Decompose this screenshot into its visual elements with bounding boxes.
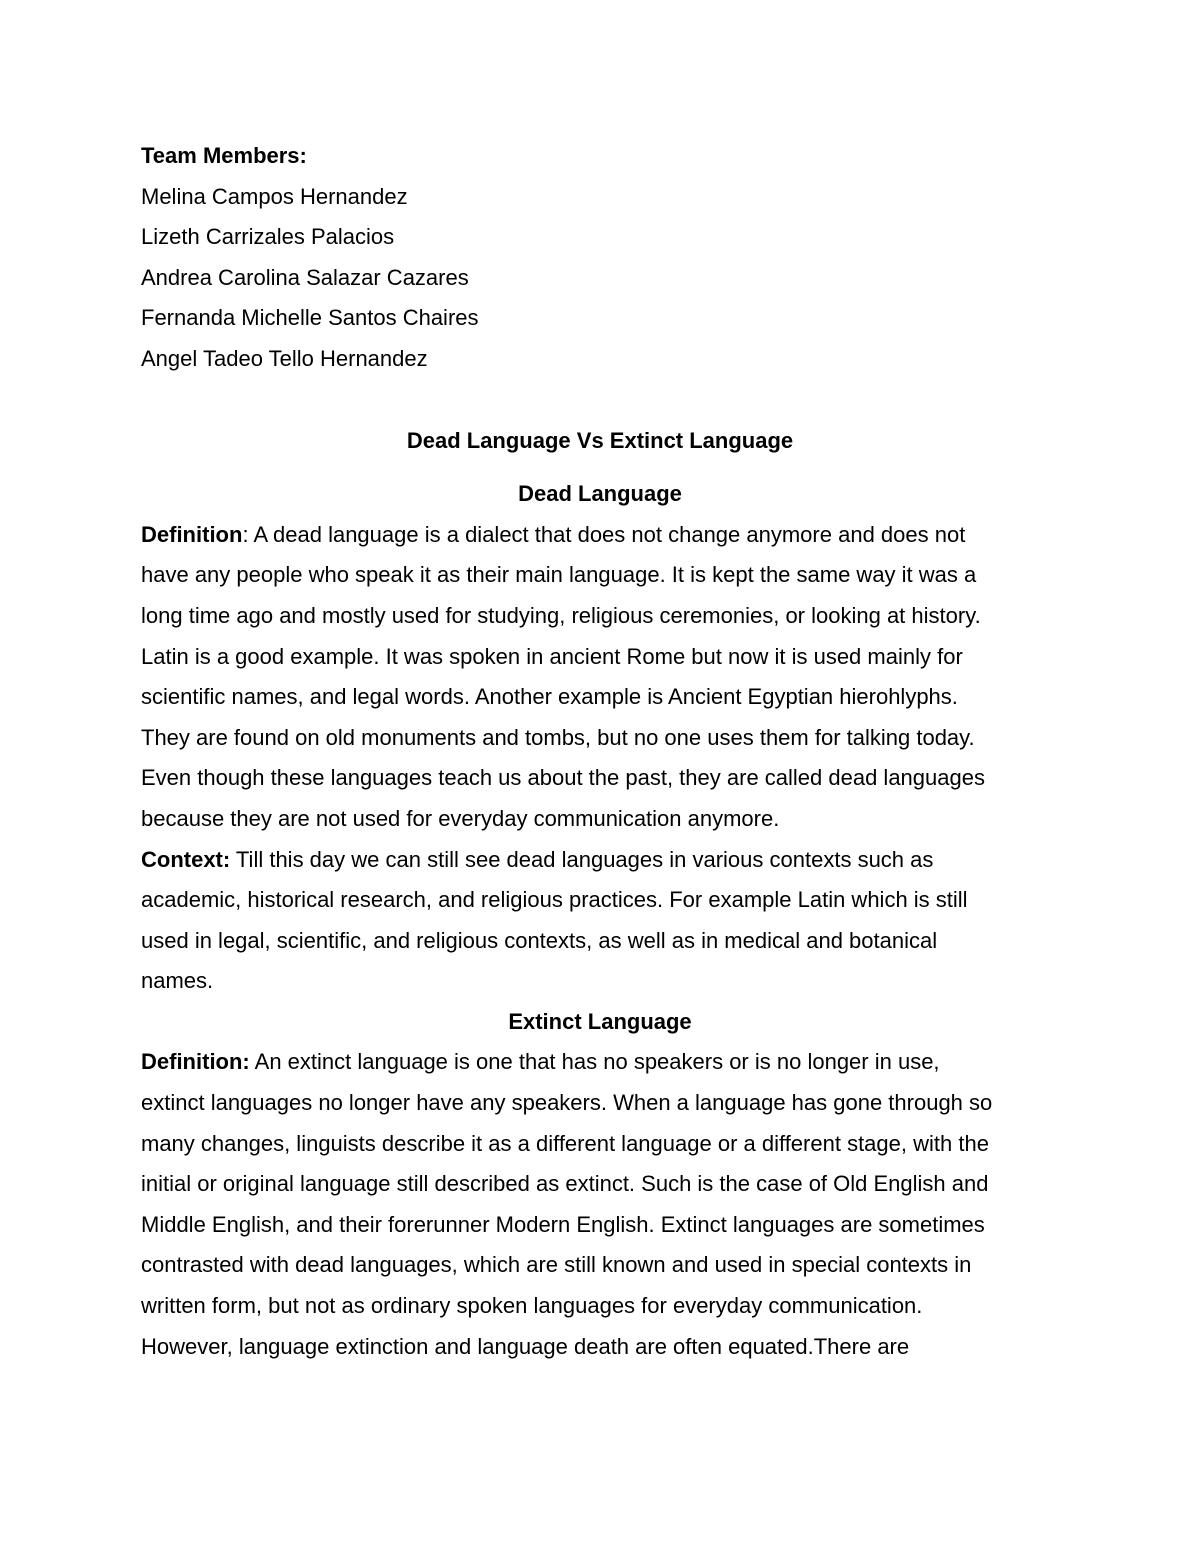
paragraph-line: Middle English, and their forerunner Modern English. Extinct languages are sometimes bbox=[141, 1211, 985, 1237]
dead-language-heading: Dead Language bbox=[518, 481, 682, 507]
paragraph-line: many changes, linguists describe it as a different language or a different stage, with the bbox=[141, 1130, 989, 1156]
paragraph-line: However, language extinction and language death are often equated.There are bbox=[141, 1333, 910, 1359]
context-label: Context: bbox=[141, 846, 231, 872]
paragraph-line: long time ago and mostly used for studying, religious ceremonies, or looking at history. bbox=[141, 602, 981, 628]
paragraph-line: Latin is a good example. It was spoken in ancient Rome but now it is used mainly for bbox=[141, 643, 963, 669]
paragraph-line: Context: Till this day we can still see dead languages in various contexts such as bbox=[141, 846, 934, 872]
paragraph-line: Definition: A dead language is a dialect that does not change anymore and does not bbox=[141, 521, 966, 547]
team-member: Fernanda Michelle Santos Chaires bbox=[141, 305, 479, 331]
paragraph-line: initial or original language still described as extinct. Such is the case of Old English and bbox=[141, 1171, 989, 1197]
paragraph-line: Even though these languages teach us about the past, they are called dead languages bbox=[141, 765, 985, 791]
paragraph-line: contrasted with dead languages, which are still known and used in special contexts in bbox=[141, 1252, 972, 1278]
paragraph-line: academic, historical research, and religious practices. For example Latin which is still bbox=[141, 887, 968, 913]
team-members-label: Team Members: bbox=[141, 143, 307, 168]
paragraph-line: used in legal, scientific, and religious contexts, as well as in medical and botanical bbox=[141, 927, 938, 953]
paragraph-line: scientific names, and legal words. Another example is Ancient Egyptian hierohlyphs. bbox=[141, 684, 958, 710]
paragraph-line: because they are not used for everyday communication anymore. bbox=[141, 805, 780, 831]
paragraph-line: extinct languages no longer have any speakers. When a language has gone through so bbox=[141, 1090, 993, 1116]
paragraph-line: Definition: An extinct language is one that has no speakers or is no longer in use, bbox=[141, 1049, 940, 1075]
definition-label: Definition: bbox=[141, 1049, 250, 1075]
paragraph-line: They are found on old monuments and tombs, but no one uses them for talking today. bbox=[141, 724, 975, 750]
definition-label: Definition bbox=[141, 521, 243, 547]
extinct-definition-paragraph bbox=[141, 1042, 1059, 1367]
paragraph-line: have any people who speak it as their main language. It is kept the same way it was a bbox=[141, 562, 977, 588]
dead-definition-paragraph bbox=[141, 515, 1059, 840]
document-title: Dead Language Vs Extinct Language bbox=[406, 427, 794, 453]
team-member: Lizeth Carrizales Palacios bbox=[141, 224, 395, 250]
paragraph-line: written form, but not as ordinary spoken languages for everyday communication. bbox=[141, 1293, 923, 1319]
extinct-language-heading: Extinct Language bbox=[508, 1008, 692, 1034]
document-page bbox=[141, 136, 1059, 1367]
team-member: Andrea Carolina Salazar Cazares bbox=[141, 264, 469, 290]
team-member: Angel Tadeo Tello Hernandez bbox=[141, 345, 428, 371]
paragraph-line: names. bbox=[141, 968, 214, 994]
team-member: Melina Campos Hernandez bbox=[141, 183, 408, 209]
dead-context-paragraph bbox=[141, 840, 1059, 1002]
